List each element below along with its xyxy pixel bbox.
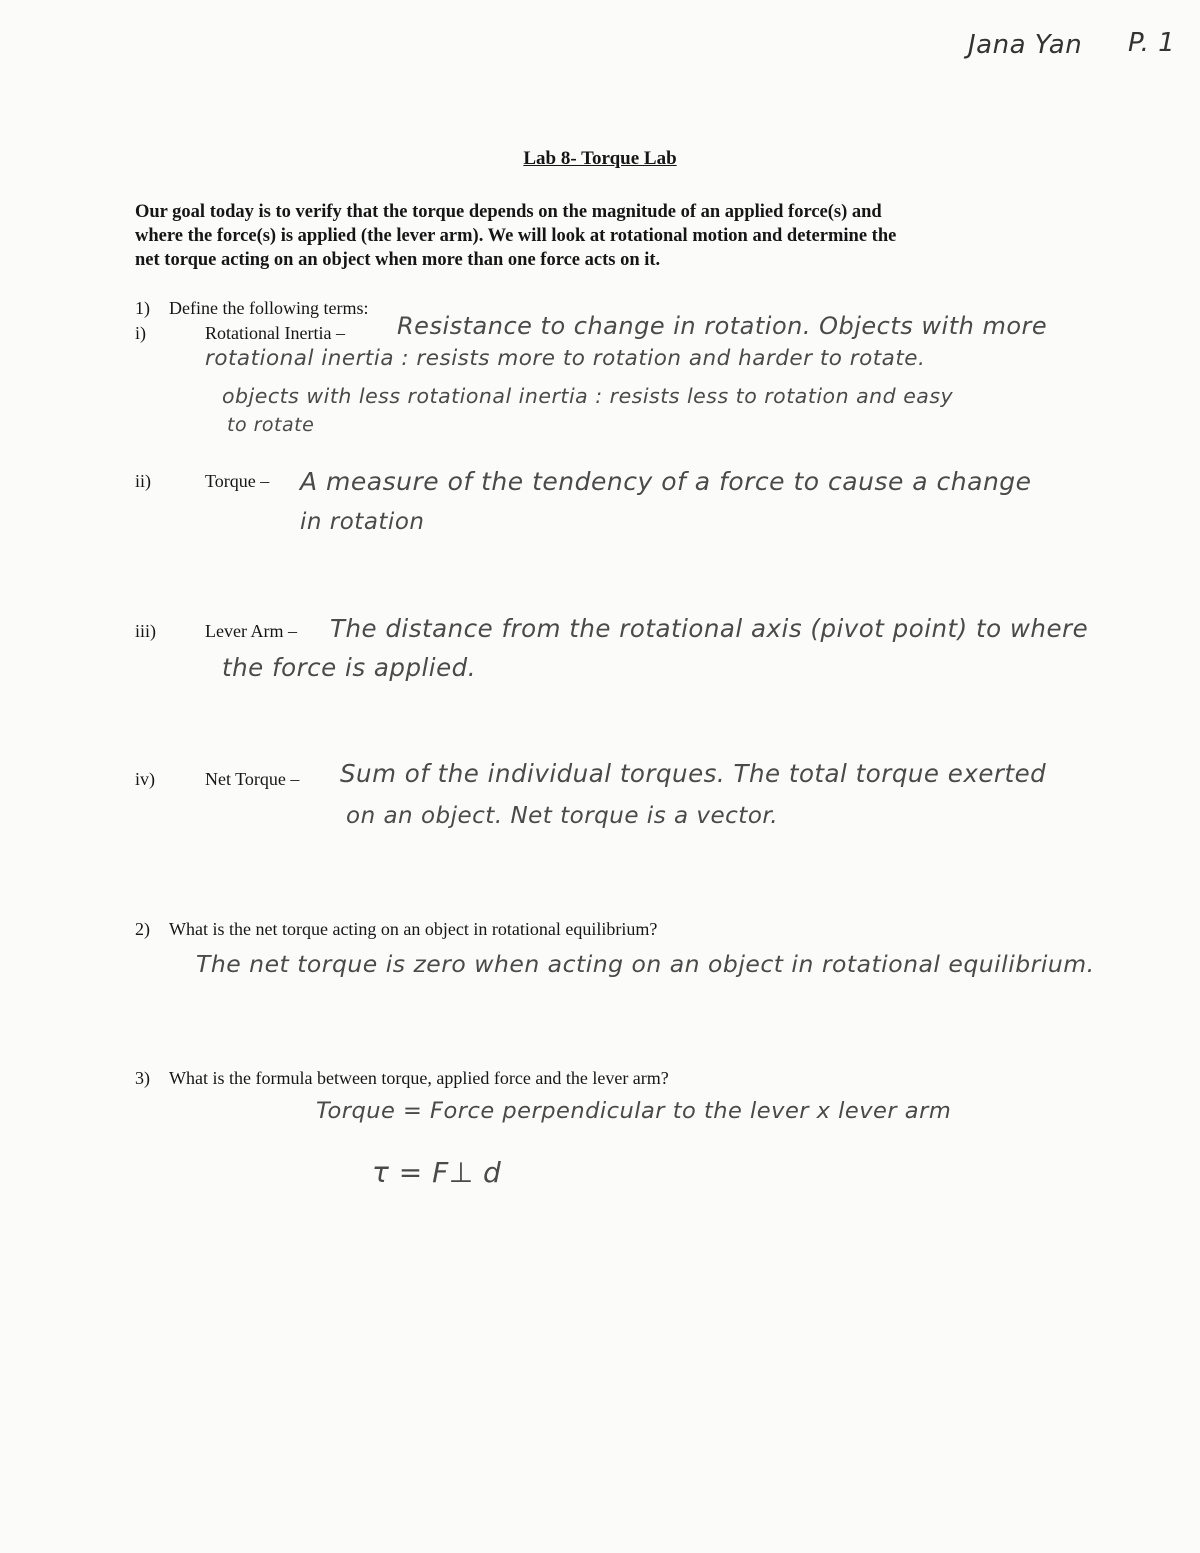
term-label: Net Torque –: [205, 769, 300, 789]
term-numeral: iii): [135, 621, 156, 641]
intro-line: where the force(s) is applied (the lever arm). We will look at rotational motion and determine the: [135, 226, 897, 246]
q3-number: 3): [135, 1068, 150, 1088]
q1-number: 1): [135, 298, 150, 318]
term-label: Lever Arm –: [205, 621, 297, 641]
intro-paragraph: [135, 200, 1075, 272]
handwritten-answer: Resistance to change in rotation. Objects with more: [397, 312, 1048, 340]
handwritten-answer: The distance from the rotational axis (pivot point) to where: [330, 614, 1089, 643]
q2-number: 2): [135, 919, 150, 939]
q1-prompt: Define the following terms:: [169, 298, 369, 318]
handwritten-answer: Sum of the individual torques. The total torque exerted: [340, 759, 1047, 788]
handwritten-answer: on an object. Net torque is a vector.: [346, 803, 779, 829]
handwritten-answer: A measure of the tendency of a force to cause a change: [300, 467, 1032, 496]
q3-prompt: What is the formula between torque, applied force and the lever arm?: [169, 1068, 669, 1088]
term-numeral: i): [135, 323, 146, 343]
handwritten-answer: Torque = Force perpendicular to the lever x lever arm: [316, 1098, 952, 1124]
page-title: Lab 8- Torque Lab: [523, 148, 677, 169]
term-numeral: ii): [135, 471, 151, 491]
handwritten-answer: The net torque is zero when acting on an object in rotational equilibrium.: [196, 950, 1095, 978]
term-label: Rotational Inertia –: [205, 323, 345, 343]
term-label: Torque –: [205, 471, 270, 491]
intro-line: net torque acting on an object when more than one force acts on it.: [135, 250, 661, 270]
handwritten-answer: objects with less rotational inertia : resists less to rotation and easy: [222, 384, 954, 408]
term-numeral: iv): [135, 769, 155, 789]
handwritten-answer: in rotation: [300, 509, 425, 535]
handwritten-answer: rotational inertia : resists more to rotation and harder to rotate.: [205, 346, 926, 371]
handwritten-answer: to rotate: [227, 414, 315, 436]
handwritten-answer: the force is applied.: [222, 653, 477, 682]
page-number: P. 1: [1128, 28, 1176, 58]
handwritten-formula: τ = F⊥ d: [372, 1156, 502, 1189]
student-name: Jana Yan: [968, 30, 1083, 60]
q2-prompt: What is the net torque acting on an object in rotational equilibrium?: [169, 919, 658, 939]
intro-line: Our goal today is to verify that the torque depends on the magnitude of an applied force(s) and: [135, 202, 882, 222]
